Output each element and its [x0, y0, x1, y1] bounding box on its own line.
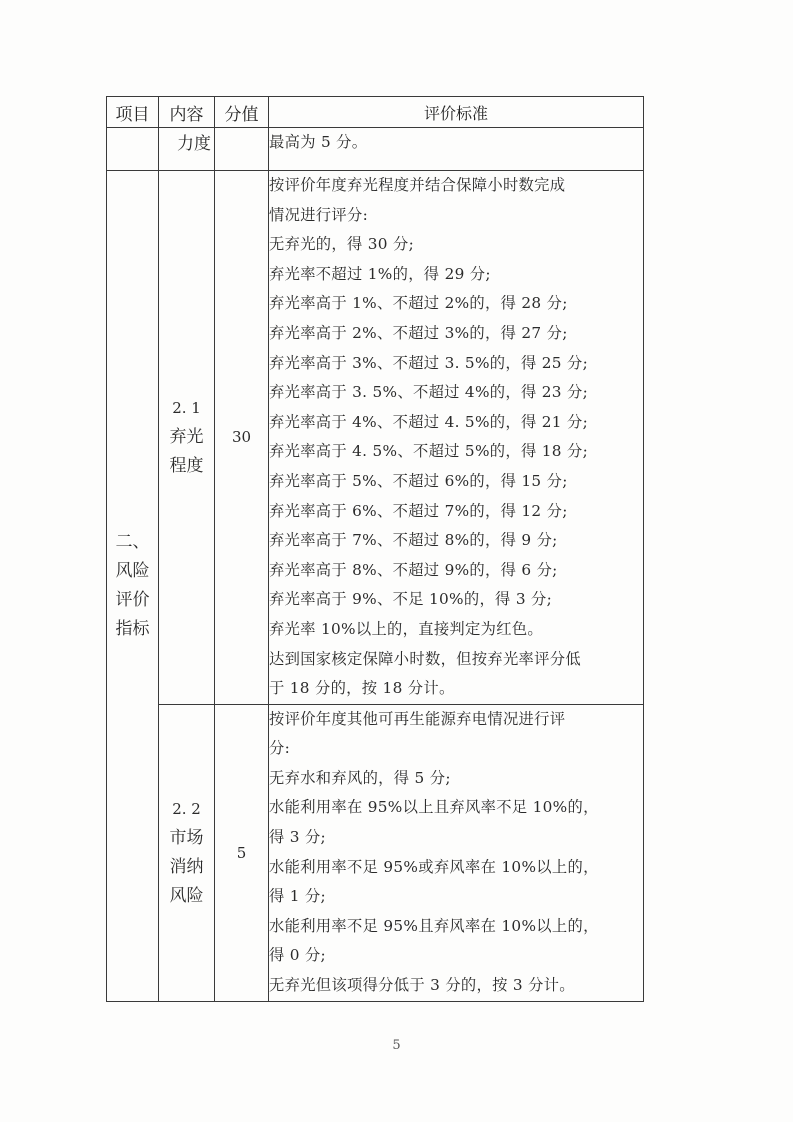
evaluation-table	[106, 96, 644, 1002]
item-2-1-criteria	[269, 171, 644, 705]
criteria-line: 分:	[269, 739, 291, 758]
criteria-line: 得 3 分;	[269, 828, 327, 847]
item-2-2-score: 5	[215, 704, 269, 1001]
criteria-line: 水能利用率不足 95%或弃风率在 10%以上的，	[269, 857, 599, 876]
category-label-line: 二、	[115, 531, 150, 552]
criteria-line: 弃光率高于 8%、不超过 9%的，得 6 分;	[269, 560, 558, 579]
criteria-line: 弃光率高于 4. 5%、不超过 5%的，得 18 分;	[269, 442, 589, 461]
item-2-2-criteria	[269, 704, 644, 1001]
table-row-carryover	[107, 128, 644, 171]
header-item: 项目	[107, 97, 159, 128]
table-row-2-1	[107, 171, 644, 705]
criteria-line: 无弃水和弃风的，得 5 分;	[269, 768, 451, 787]
category-label-line: 风险	[115, 560, 150, 581]
header-score: 分值	[215, 97, 269, 128]
header-criteria: 评价标准	[269, 97, 644, 128]
criteria-line: 弃光率高于 6%、不超过 7%的，得 12 分;	[269, 501, 568, 520]
category-label-line: 评价	[115, 589, 150, 610]
criteria-line: 无弃光的，得 30 分;	[269, 235, 415, 254]
page-number: 5	[392, 1038, 401, 1053]
header-content: 内容	[159, 97, 215, 128]
criteria-line: 最高为 5 分。	[269, 133, 368, 151]
table-row-2-2	[107, 704, 644, 1001]
criteria-line: 达到国家核定保障小时数，但按弃光率评分低	[269, 649, 581, 668]
criteria-line: 水能利用率不足 95%且弃风率在 10%以上的，	[269, 916, 599, 935]
item-2-2-name	[159, 704, 215, 1001]
carryover-content: 力度	[159, 128, 215, 171]
criteria-line: 按评价年度弃光程度并结合保障小时数完成	[269, 176, 566, 194]
table-header-row	[107, 97, 644, 128]
criteria-line: 于 18 分的，按 18 分计。	[269, 679, 455, 698]
item-name-line: 程度	[169, 455, 204, 476]
criteria-line: 弃光率高于 3. 5%、不超过 4%的，得 23 分;	[269, 383, 589, 402]
carryover-item-cell	[107, 128, 159, 171]
carryover-score-cell	[215, 128, 269, 171]
criteria-line: 按评价年度其他可再生能源弃电情况进行评	[269, 709, 566, 728]
item-number: 2. 1	[172, 398, 201, 417]
criteria-line: 得 0 分;	[269, 946, 327, 965]
category-risk-indicators	[107, 171, 159, 1002]
criteria-line: 弃光率高于 3%、不超过 3. 5%的，得 25 分;	[269, 353, 589, 372]
item-number: 2. 2	[172, 799, 201, 818]
criteria-line: 无弃光但该项得分低于 3 分的，按 3 分计。	[269, 976, 575, 995]
criteria-line: 弃光率高于 4%、不超过 4. 5%的，得 21 分;	[269, 412, 589, 431]
criteria-line: 弃光率高于 1%、不超过 2%的，得 28 分;	[269, 294, 568, 313]
criteria-line: 得 1 分;	[269, 887, 327, 906]
criteria-line: 弃光率高于 5%、不超过 6%的，得 15 分;	[269, 471, 568, 490]
item-name-line: 风险	[169, 885, 204, 906]
item-name-line: 市场	[169, 827, 204, 848]
criteria-line: 水能利用率在 95%以上且弃风率不足 10%的，	[269, 798, 599, 817]
category-label-line: 指标	[115, 618, 150, 639]
criteria-line: 弃光率 10%以上的，直接判定为红色。	[269, 619, 544, 638]
item-2-1-name	[159, 171, 215, 705]
criteria-line: 弃光率不超过 1%的，得 29 分;	[269, 264, 491, 283]
criteria-line: 弃光率高于 9%、不足 10%的，得 3 分;	[269, 590, 553, 609]
carryover-criteria	[269, 128, 644, 171]
criteria-line: 弃光率高于 2%、不超过 3%的，得 27 分;	[269, 323, 568, 342]
criteria-line: 弃光率高于 7%、不超过 8%的，得 9 分;	[269, 531, 558, 550]
item-name-line: 弃光	[169, 426, 204, 447]
item-2-1-score: 30	[215, 171, 269, 705]
item-name-line: 消纳	[169, 856, 204, 877]
criteria-line: 情况进行评分:	[269, 205, 369, 224]
